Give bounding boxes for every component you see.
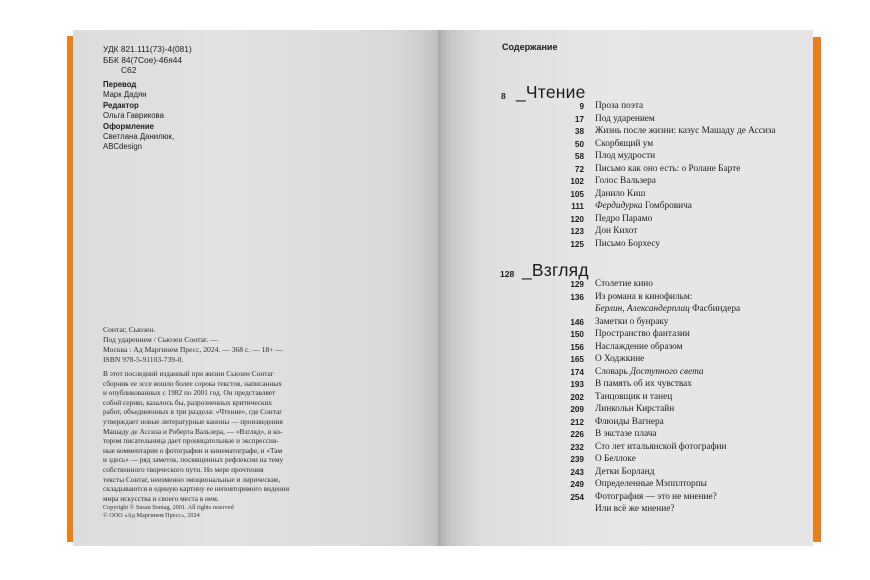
toc-entry-title: Педро Парамо bbox=[595, 213, 653, 224]
toc-entry-title: О Ходжкине bbox=[595, 354, 645, 364]
annotation-line: работ, объединенных в три раздела: «Чтение», где Сонтаг bbox=[103, 407, 283, 417]
toc-entry-page: 193 bbox=[570, 380, 584, 389]
toc-entry-page: 146 bbox=[570, 317, 584, 327]
toc-entry-page: 165 bbox=[570, 355, 584, 364]
copyright bbox=[103, 504, 234, 521]
credit-label: Оформление bbox=[103, 121, 154, 131]
toc-entry-title: Флюиды Вагнера bbox=[595, 416, 664, 427]
toc-entry-title: Определенные Мэпплторпы bbox=[595, 479, 707, 489]
toc-entry-page: 254 bbox=[570, 492, 584, 502]
toc-entry-title: Проза поэта bbox=[595, 101, 644, 111]
annotation-line: В этот последний изданный при жизни Сьюзен Сонтаг bbox=[103, 369, 274, 378]
toc-entry-title: Жизнь после жизни: казус Машаду де Ассиза bbox=[595, 126, 776, 136]
toc-entry-page: 123 bbox=[570, 227, 584, 236]
toc-entry-page: 136 bbox=[570, 292, 584, 302]
cover-edge-right bbox=[812, 37, 821, 542]
credits-block bbox=[103, 80, 174, 153]
toc-entry-title-continued: Или всё же мнение? bbox=[595, 504, 675, 514]
toc-entry-title: Скорбящий ум bbox=[595, 138, 654, 149]
toc-entry-page: 239 bbox=[570, 455, 584, 464]
copyright-line: © ООО «Ад Маргинем Пресс», 2024 bbox=[103, 512, 200, 520]
toc-entry-page: 226 bbox=[570, 430, 584, 439]
toc-entry-page: 50 bbox=[574, 139, 584, 149]
annotation-line: тексты Сонтаг, неизменно эмоциональные и лирические, bbox=[103, 474, 281, 484]
toc-entry-title: Детки Борланд bbox=[595, 466, 655, 477]
toc-entry-title: В память об их чувствах bbox=[595, 379, 692, 389]
toc-entry-title-continued: Берлин, Александерплац Фасбиндера bbox=[595, 304, 741, 314]
annotation-line: тором писательница дает проницательные и экспрессив- bbox=[103, 436, 279, 446]
toc-entry-title: Столетие кино bbox=[595, 279, 653, 289]
annotation-line: собой серию, казалось бы, разрозненных критических bbox=[103, 397, 273, 407]
toc-entry-title: Письмо как оно есть: о Ролане Барте bbox=[595, 163, 741, 174]
section-page-number: 128 bbox=[500, 269, 515, 279]
annotation-line: утверждает новые литературные каноны — произведения bbox=[103, 416, 283, 426]
credit-value: Марк Дадян bbox=[103, 90, 147, 100]
annotation-line: мира искусства и своего места в нем. bbox=[103, 493, 219, 503]
toc-entry-title: Под ударением bbox=[595, 113, 655, 124]
biblio-line: Под ударением / Сьюзен Сонтаг. — bbox=[103, 334, 218, 344]
toc-entry-page: 156 bbox=[570, 342, 584, 352]
toc-entry-page: 150 bbox=[570, 330, 584, 339]
toc-entry-page: 243 bbox=[570, 467, 584, 477]
author-mark: С62 bbox=[121, 65, 137, 76]
toc-entry-title: Плод мудрости bbox=[595, 151, 656, 161]
toc-entry-title: Сто лет итальянской фотографии bbox=[595, 441, 727, 452]
toc-entry-title: Словарь Доступного света bbox=[595, 366, 704, 377]
toc-entry-page: 111 bbox=[571, 202, 584, 211]
credit-label: Редактор bbox=[103, 100, 139, 110]
udk-line: УДК 821.111(73)-4(081) bbox=[103, 44, 192, 54]
annotation-line: и здесь» — ряд заметок, посвященных рефлексии на тему bbox=[103, 455, 284, 465]
toc-entry-page: 174 bbox=[570, 367, 584, 377]
toc-entry-title: Заметки о бунраку bbox=[595, 316, 669, 327]
annotation-line: ные комментарии о фотографии и кинематографе, и «Там bbox=[103, 445, 283, 455]
toc-entry-page: 38 bbox=[574, 127, 584, 136]
toc-entry-page: 58 bbox=[574, 152, 584, 161]
toc-entry-title: Из романа в кинофильм: bbox=[595, 291, 693, 302]
section-page-number: 8 bbox=[501, 91, 506, 101]
annotation-line: собственного творческого пути. Но мере прочтения bbox=[103, 464, 264, 474]
toc-entry-page: 249 bbox=[570, 480, 584, 489]
toc-entry-title: Фотография — это не мнение? bbox=[595, 491, 717, 502]
credit-value: Ольга Гаврикова bbox=[103, 111, 164, 121]
annotation-line: складываются в единую картину ее неповторимого видения bbox=[103, 484, 290, 494]
annotation bbox=[103, 369, 323, 503]
credit-value: ABCdesign bbox=[103, 142, 143, 152]
toc-entry-title: О Беллоке bbox=[595, 454, 636, 464]
toc-entry-page: 120 bbox=[570, 214, 584, 224]
annotation-line: сборник ее эссе вошло более сорока текстов, написанных bbox=[103, 378, 282, 388]
toc-entry-title: Наслаждение образом bbox=[595, 341, 683, 352]
toc-entry-title: Голос Вальзера bbox=[595, 176, 656, 186]
toc-entry-page: 102 bbox=[570, 177, 584, 186]
toc-entry-page: 209 bbox=[570, 405, 584, 414]
biblio-line: ISBN 978-5-91103-739-0. bbox=[103, 354, 184, 364]
toc-entry-page: 9 bbox=[579, 102, 584, 111]
italic-title-part: Доступного света bbox=[630, 366, 704, 377]
udk-block bbox=[103, 44, 192, 76]
toc-entry-title: Пространство фантазии bbox=[595, 329, 690, 339]
section-title: _Чтение bbox=[516, 82, 586, 102]
copyright-line: Copyright © Susan Sontag, 2001. All rights reserved bbox=[103, 504, 234, 511]
toc-entry-page: 232 bbox=[570, 442, 584, 452]
toc-entry-page: 125 bbox=[570, 239, 584, 249]
bibliographic-record bbox=[103, 325, 333, 365]
toc-entry-title: Данило Киш bbox=[595, 188, 646, 199]
toc-entry-page: 72 bbox=[574, 164, 584, 174]
toc-entry-title: Фердидурка Гомбровича bbox=[595, 201, 692, 211]
toc-entry-page: 105 bbox=[570, 189, 584, 199]
bbk-line: ББК 84(7Сое)-46я44 bbox=[103, 54, 183, 65]
italic-title-part: Берлин, Александерплац bbox=[595, 304, 690, 314]
biblio-line: Сонтаг, Сьюзен. bbox=[103, 325, 156, 334]
toc-entry-title: Линкольн Кирстайн bbox=[595, 404, 675, 414]
credit-value: Светлана Данилюк, bbox=[103, 132, 175, 142]
annotation-line: Машаду де Ассиза и Роберта Вальзера, — «Взгляд», в ко- bbox=[103, 426, 283, 436]
toc-entry-title: В экстазе плача bbox=[595, 429, 657, 439]
toc-entry-title: Письмо Борхесу bbox=[595, 238, 660, 249]
toc-entry-page: 17 bbox=[574, 114, 584, 124]
credit-label: Перевод bbox=[103, 80, 137, 89]
toc-entry-title: Танцовщик и танец bbox=[595, 391, 673, 402]
biblio-line: Москва : Ад Маргинем Пресс, 2024. — 368 с. — 18+ — bbox=[103, 344, 284, 354]
contents-title: Содержание bbox=[502, 42, 558, 52]
toc-entry-page: 129 bbox=[570, 280, 584, 289]
toc-entry-page: 212 bbox=[570, 417, 584, 427]
annotation-line: и опубликованных с 1982 по 2001 год. Он представляет bbox=[103, 388, 276, 398]
section-title: _Взгляд bbox=[522, 260, 589, 280]
toc-entry-title: Дон Кихот bbox=[595, 226, 638, 236]
italic-title-part: Фердидурка bbox=[595, 201, 645, 211]
toc-entry-page: 202 bbox=[570, 392, 584, 402]
